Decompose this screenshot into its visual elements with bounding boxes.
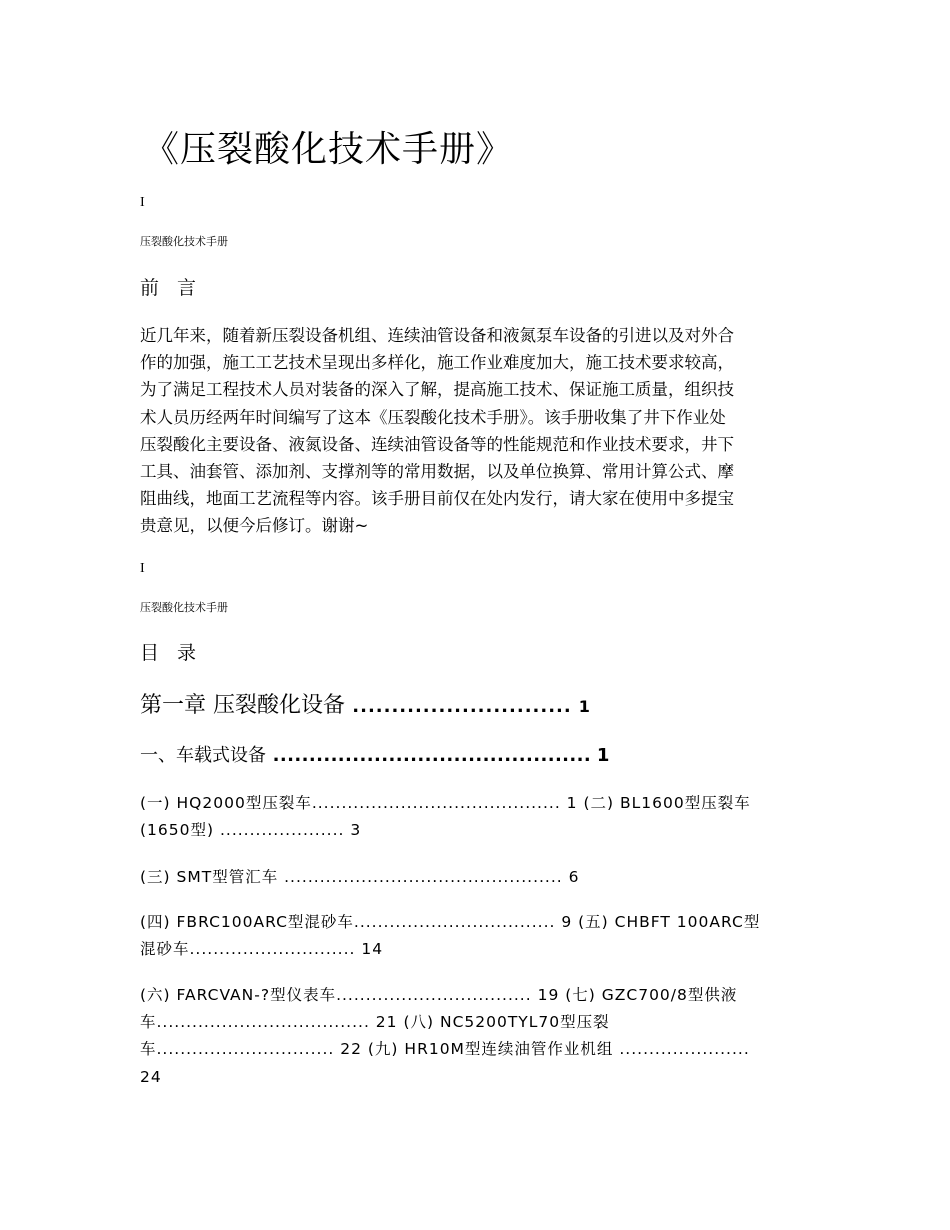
preface-line: 为了满足工程技术人员对装备的深入了解，提高施工技术、保证施工质量，组织技 xyxy=(140,380,734,400)
toc-entry-line: 混砂车............................ 14 xyxy=(140,940,384,959)
running-header: 压裂酸化技术手册 xyxy=(140,601,228,614)
toc-entry-line: (三) SMT型管汇车 ............................................... 6 xyxy=(140,868,580,886)
toc-entry-group[interactable] xyxy=(140,909,760,963)
preface-line: 贵意见，以便今后修订。谢谢~ xyxy=(140,516,369,536)
toc-section-label: 一、车载式设备 xyxy=(140,745,266,766)
preface-line: 近几年来，随着新压裂设备机组、连续油管设备和液氮泵车设备的引进以及对外合 xyxy=(140,326,734,345)
toc-entry-line: 24 xyxy=(140,1067,162,1086)
toc-entry-line: 车.............................. 22 (九) HR10M型连续油管作业机组 ...................... xyxy=(140,1040,750,1059)
toc-chapter-label: 第一章 压裂酸化设备 xyxy=(140,693,345,718)
toc-chapter-entry[interactable] xyxy=(140,691,590,722)
toc-page-number: 1 xyxy=(578,697,590,716)
toc-entry-group[interactable] xyxy=(140,790,751,844)
toc-entry-line: (1650型) ..................... 3 xyxy=(140,821,362,840)
toc-section-entry[interactable] xyxy=(140,743,609,769)
toc-entry-line: 车.................................... 21 (八) NC5200TYL70型压裂 xyxy=(140,1013,610,1032)
preface-heading: 前 言 xyxy=(140,277,203,299)
preface-line: 术人员历经两年时间编写了这本《压裂酸化技术手册》。该手册收集了井下作业处 xyxy=(140,407,726,427)
toc-entry-group[interactable] xyxy=(140,982,750,1091)
preface-line: 压裂酸化主要设备、液氮设备、连续油管设备等的性能规范和作业技术要求，井下 xyxy=(140,434,734,454)
preface-body xyxy=(140,322,820,540)
document-title: 《压裂酸化技术手册》 xyxy=(143,129,514,170)
preface-line: 作的加强，施工工艺技术呈现出多样化，施工作业难度加大，施工技术要求较高， xyxy=(140,353,734,373)
toc-entry-line: (六) FARCVAN-?型仪表车................................. 19 (七) GZC700/8型供液 xyxy=(140,986,738,1004)
toc-entry-line: (一) HQ2000型压裂车.......................................... 1 (二) BL1600型压裂车 xyxy=(140,794,751,812)
page-marker: I xyxy=(140,561,145,576)
toc-leader-dots: ............................ xyxy=(345,696,572,717)
preface-line: 阻曲线，地面工艺流程等内容。该手册目前仅在处内发行，请大家在使用中多提宝 xyxy=(140,489,734,509)
page-marker: I xyxy=(140,195,145,210)
toc-leader-dots: ............................................ xyxy=(266,745,592,766)
toc-page-number: 1 xyxy=(596,745,610,766)
toc-heading: 目 录 xyxy=(140,642,203,664)
running-header: 压裂酸化技术手册 xyxy=(140,235,228,248)
toc-entry-group[interactable] xyxy=(140,864,580,891)
toc-entry-line: (四) FBRC100ARC型混砂车.................................. 9 (五) CHBFT 100ARC型 xyxy=(140,913,761,931)
preface-line: 工具、油套管、添加剂、支撑剂等的常用数据，以及单位换算、常用计算公式、摩 xyxy=(140,462,734,482)
